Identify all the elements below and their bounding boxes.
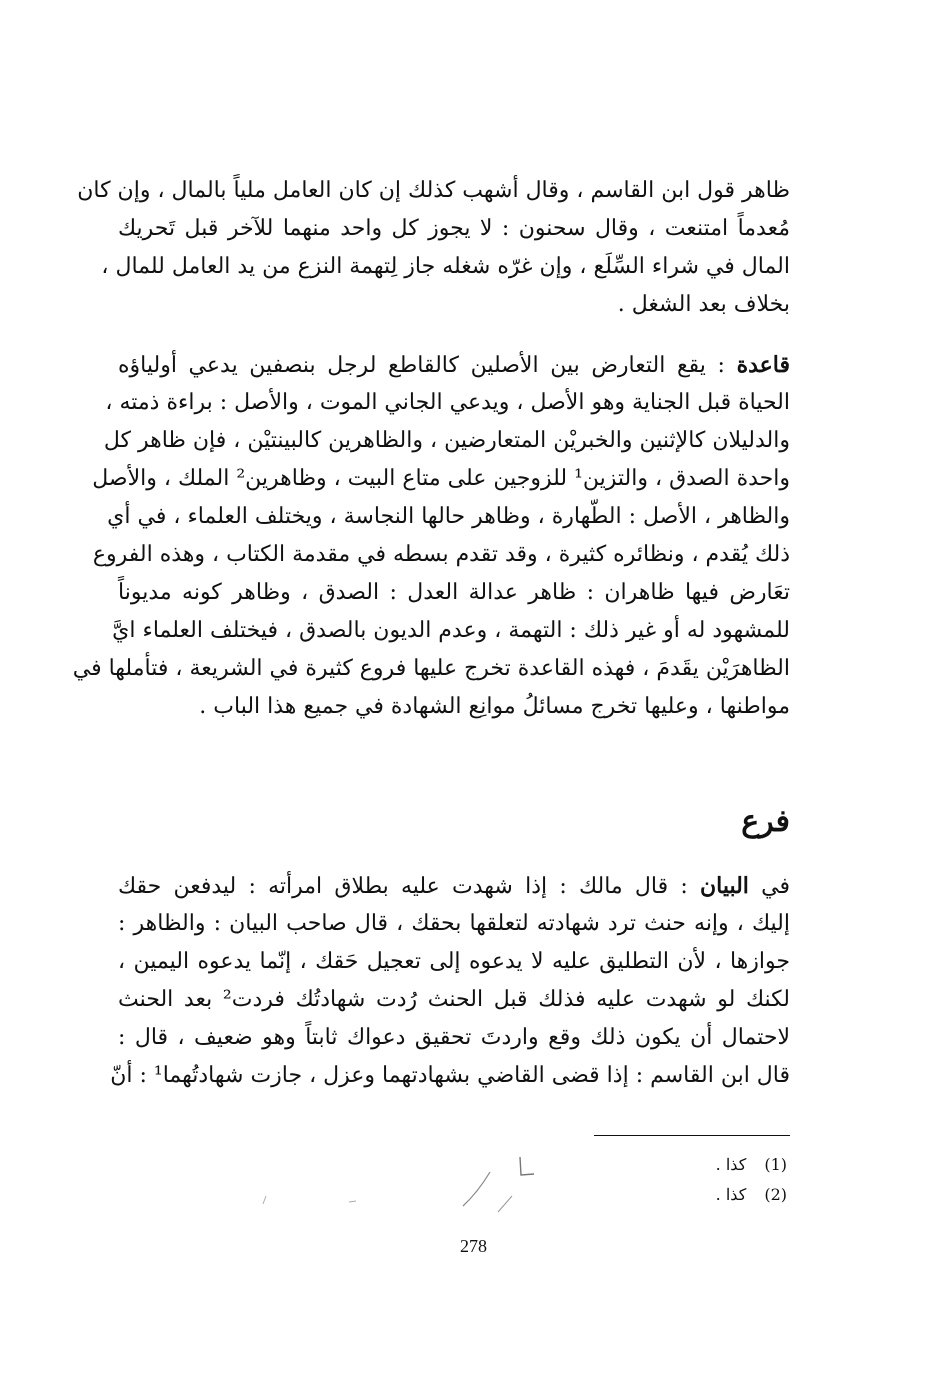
text-line: لاحتمال أن يكون ذلك وقع واردتَ تحقيق دعواك ثابتاً وهو ضعيف ، قال :: [118, 1025, 790, 1050]
footnote-number: (2): [764, 1185, 787, 1204]
text-line: ظاهر قول ابن القاسم ، وقال أشهب كذلك إن كان العامل ملياً بالمال ، وإن كان: [77, 178, 790, 203]
text-line: لكنك لو شهدت عليه فذلك قبل الحنث رُدت شهادتُك فردت² بعد الحنث: [118, 987, 791, 1012]
text-line: تعَارض فيها ظاهران : ظاهر عدالة العدل : الصدق ، وظاهر كونه مديوناً: [118, 580, 790, 605]
text-line: واحدة الصدق ، والتزين¹ للزوجين على متاع البيت ، وظاهرين² الملك ، والأصل: [92, 466, 790, 491]
text-line: ذلك يُقدم ، ونظائره كثيرة ، وقد تقدم بسطه في مقدمة الكتاب ، وهذه الفروع: [92, 542, 790, 567]
text-line: مُعدماً امتنعت ، وقال سحنون : لا يجوز كل واحد منهما للآخر قبل تَحريك: [118, 216, 790, 241]
footnote-item: [716, 1150, 787, 1180]
rule-label: قاعدة: [736, 352, 790, 378]
text-line: والظاهر ، الأصل : الطّهارة ، وظاهر حالها النجاسة ، ويختلف العلماء ، في أي: [107, 504, 790, 529]
text-line: مواطنها ، وعليها تخرج مسائلُ موانِع الشهادة في جميع هذا الباب .: [199, 694, 790, 719]
text-line: بخلاف بعد الشغل .: [617, 292, 790, 317]
text-line: قال ابن القاسم : إذا قضى القاضي بشهادتهما وعزل ، جازت شهادتُهما¹ : أنّ: [110, 1063, 790, 1088]
source-label: البيان: [699, 873, 749, 899]
text-line-with-lead: [118, 867, 790, 905]
lead-prefix: في: [748, 874, 790, 899]
footnote-text: كذا .: [715, 1185, 747, 1204]
text-line: إليك ، وإنه حنث ترد شهادته لتعلقها بحقك ، قال صاحب البيان : والظاهر :: [118, 911, 790, 936]
text-line: جوازها ، لأن التطليق عليه لا يدعوه إلى تعجيل حَقك ، إنّما يدعوه اليمين ،: [118, 949, 790, 974]
section-heading: فرع: [741, 804, 790, 839]
footnote-item: [716, 1180, 787, 1210]
text-line: والدليلان كالإثنين والخبريْن المتعارضين ، والظاهرين كالبينتيْن ، فإن ظاهر كل: [103, 428, 790, 453]
paragraph-branch: [110, 867, 791, 1095]
footnote-separator: [594, 1135, 790, 1136]
text-line: : يقع التعارض بين الأصلين كالقاطع لرجل بنصفين يدعي أولياؤه: [118, 353, 737, 378]
text-line: المال في شراء السِّلَع ، وإن غرّه شغله جاز لِتهمة النزع من يد العامل للمال ،: [101, 254, 790, 279]
text-line: الظاهرَيْن يقَدمَ ، فهذه القاعدة تخرج عليها فروع كثيرة في الشريعة ، فتأملها في: [72, 656, 790, 681]
text-line: للمشهود له أو غير ذلك : التهمة ، وعدم الديون بالصدق ، فيختلف العلماء ايَّ: [112, 618, 790, 643]
paragraph-rule: [72, 346, 790, 726]
paragraph-1: [77, 172, 790, 324]
text-line: الحياة قبل الجناية وهو الأصل ، ويدعي الجاني الموت ، والأصل : براءة ذمته ،: [105, 390, 790, 415]
footnote-number: (1): [764, 1155, 787, 1174]
footnote-text: كذا .: [715, 1155, 747, 1174]
text-line: : قال مالك : إذا شهدت عليه بطلاق امرأته : ليدفعن حقك: [118, 874, 700, 899]
text-line-with-lead: [118, 346, 790, 384]
page-number: 278: [460, 1236, 487, 1256]
footnotes: [716, 1150, 787, 1210]
